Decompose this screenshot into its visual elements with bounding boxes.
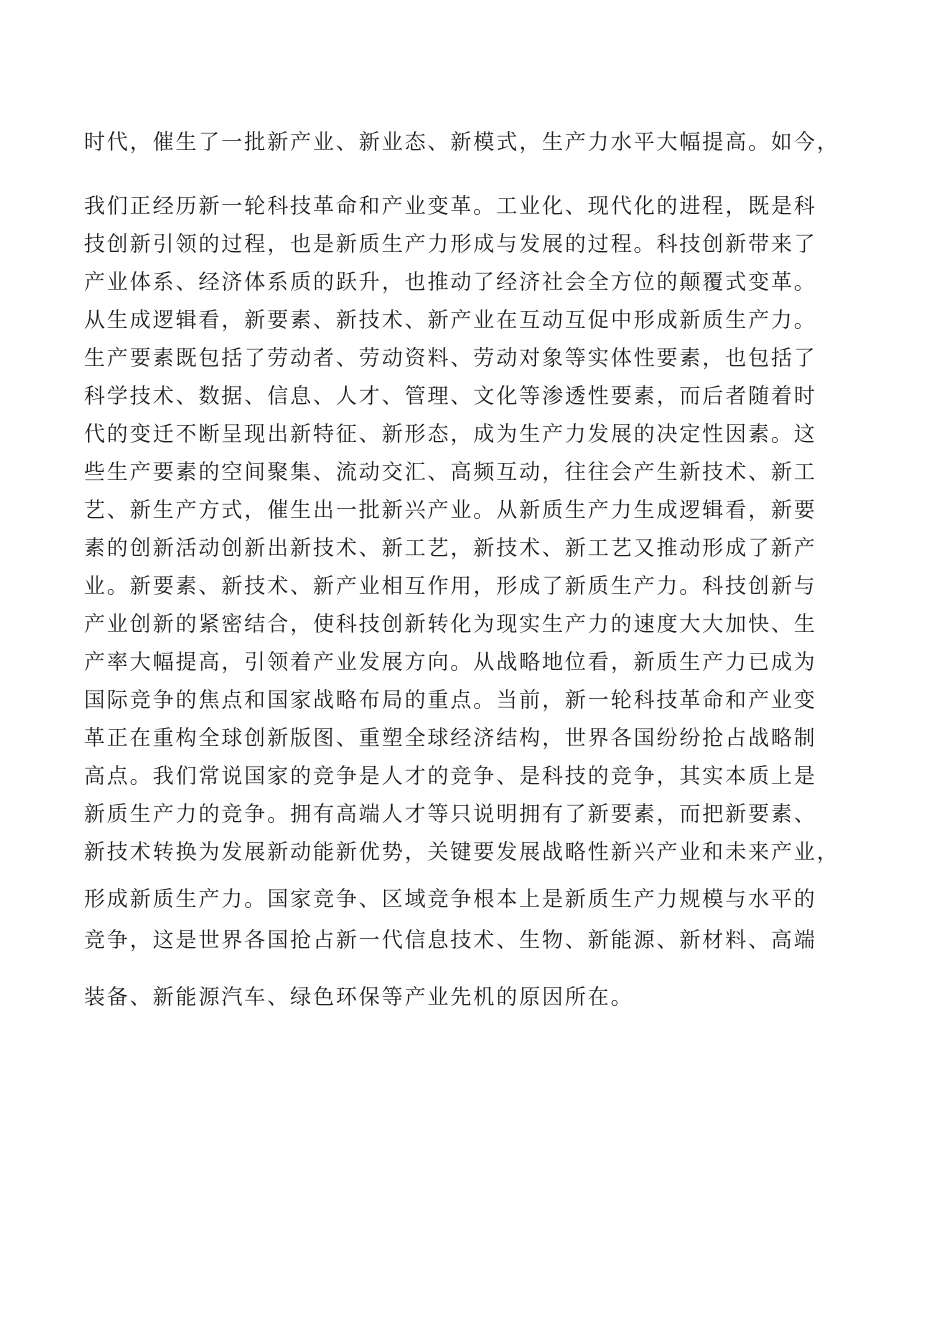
text-line: 产业创新的紧密结合，使科技创新转化为现实生产力的速度大大加快、生	[84, 612, 817, 636]
text-line: 生产要素既包括了劳动者、劳动资料、劳动对象等实体性要素，也包括了	[84, 346, 817, 370]
text-line: 科学技术、数据、信息、人才、管理、文化等渗透性要素，而后者随着时	[84, 384, 817, 408]
text-line: 代的变迁不断呈现出新特征、新形态，成为生产力发展的决定性因素。这	[84, 422, 817, 446]
text-line: 新技术转换为发展新动能新优势，关键要发展战略性新兴产业和未来产业，	[84, 840, 840, 864]
text-line: 些生产要素的空间聚集、流动交汇、高频互动，往往会产生新技术、新工	[84, 460, 817, 484]
text-line: 形成新质生产力。国家竞争、区域竞争根本上是新质生产力规模与水平的	[84, 887, 817, 911]
text-line: 从生成逻辑看，新要素、新技术、新产业在互动互促中形成新质生产力。	[84, 308, 817, 332]
text-line: 技创新引领的过程，也是新质生产力形成与发展的过程。科技创新带来了	[84, 232, 817, 256]
text-line: 新质生产力的竞争。拥有高端人才等只说明拥有了新要素，而把新要素、	[84, 802, 817, 826]
text-line: 业。新要素、新技术、新产业相互作用，形成了新质生产力。科技创新与	[84, 574, 817, 598]
text-line: 素的创新活动创新出新技术、新工艺，新技术、新工艺又推动形成了新产	[84, 536, 817, 560]
text-line: 我们正经历新一轮科技革命和产业变革。工业化、现代化的进程，既是科	[84, 194, 817, 218]
text-line: 高点。我们常说国家的竞争是人才的竞争、是科技的竞争，其实本质上是	[84, 764, 817, 788]
text-line: 艺、新生产方式，催生出一批新兴产业。从新质生产力生成逻辑看，新要	[84, 498, 817, 522]
text-line: 时代，催生了一批新产业、新业态、新模式，生产力水平大幅提高。如今，	[84, 130, 840, 154]
text-line: 国际竞争的焦点和国家战略布局的重点。当前，新一轮科技革命和产业变	[84, 688, 817, 712]
text-line: 产率大幅提高，引领着产业发展方向。从战略地位看，新质生产力已成为	[84, 650, 817, 674]
text-line: 产业体系、经济体系质的跃升，也推动了经济社会全方位的颠覆式变革。	[84, 270, 817, 294]
text-line: 装备、新能源汽车、绿色环保等产业先机的原因所在。	[84, 985, 634, 1009]
text-line: 竞争，这是世界各国抢占新一代信息技术、生物、新能源、新材料、高端	[84, 928, 817, 952]
text-line: 革正在重构全球创新版图、重塑全球经济结构，世界各国纷纷抢占战略制	[84, 726, 817, 750]
